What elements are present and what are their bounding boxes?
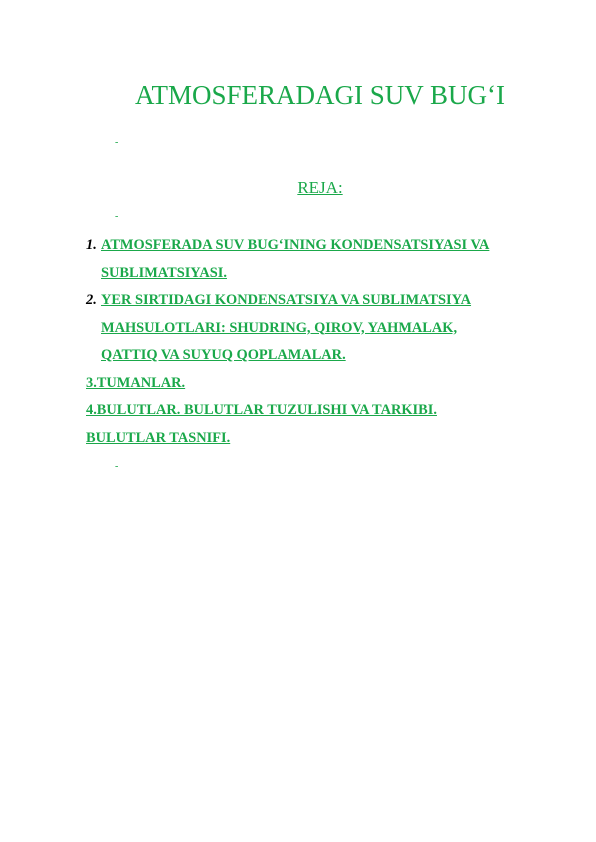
plan-heading: REJA:	[297, 178, 343, 197]
plan-item-line[interactable]: MAHSULOTLARI: SHUDRING, QIROV, YAHMALAK,	[101, 319, 458, 336]
plan-item-1	[86, 232, 556, 287]
plan-item-number: 2.	[86, 292, 97, 308]
plan-item-line[interactable]: QATTIQ VA SUYUQ QOPLAMALAR.	[101, 347, 346, 363]
plan-item-line[interactable]: ATMOSFERADA SUV BUG‘INING KONDENSATSIYASI VA	[101, 237, 490, 253]
plan-item-line[interactable]: SUBLIMATSIYASI.	[101, 264, 227, 281]
plan-item-number: 1.	[86, 237, 97, 253]
plan-item-line[interactable]: 4.BULUTLAR. BULUTLAR TUZULISHI VA TARKIBI.	[86, 402, 437, 418]
separator-dash: -	[115, 211, 119, 222]
plan-item-2	[86, 287, 556, 370]
plan-item-3	[86, 370, 556, 398]
plan-item-4	[86, 397, 556, 452]
separator-dash: -	[115, 137, 119, 148]
separator-dash: -	[115, 461, 119, 472]
plan-item-line[interactable]: BULUTLAR TASNIFI.	[86, 429, 231, 446]
plan-item-line[interactable]: 3.TUMANLAR.	[86, 374, 186, 391]
plan-list	[86, 232, 556, 452]
plan-item-line[interactable]: YER SIRTIDAGI KONDENSATSIYA VA SUBLIMATSIYA	[101, 292, 472, 308]
document-title: ATMOSFERADAGI SUV BUG‘I	[134, 80, 506, 110]
